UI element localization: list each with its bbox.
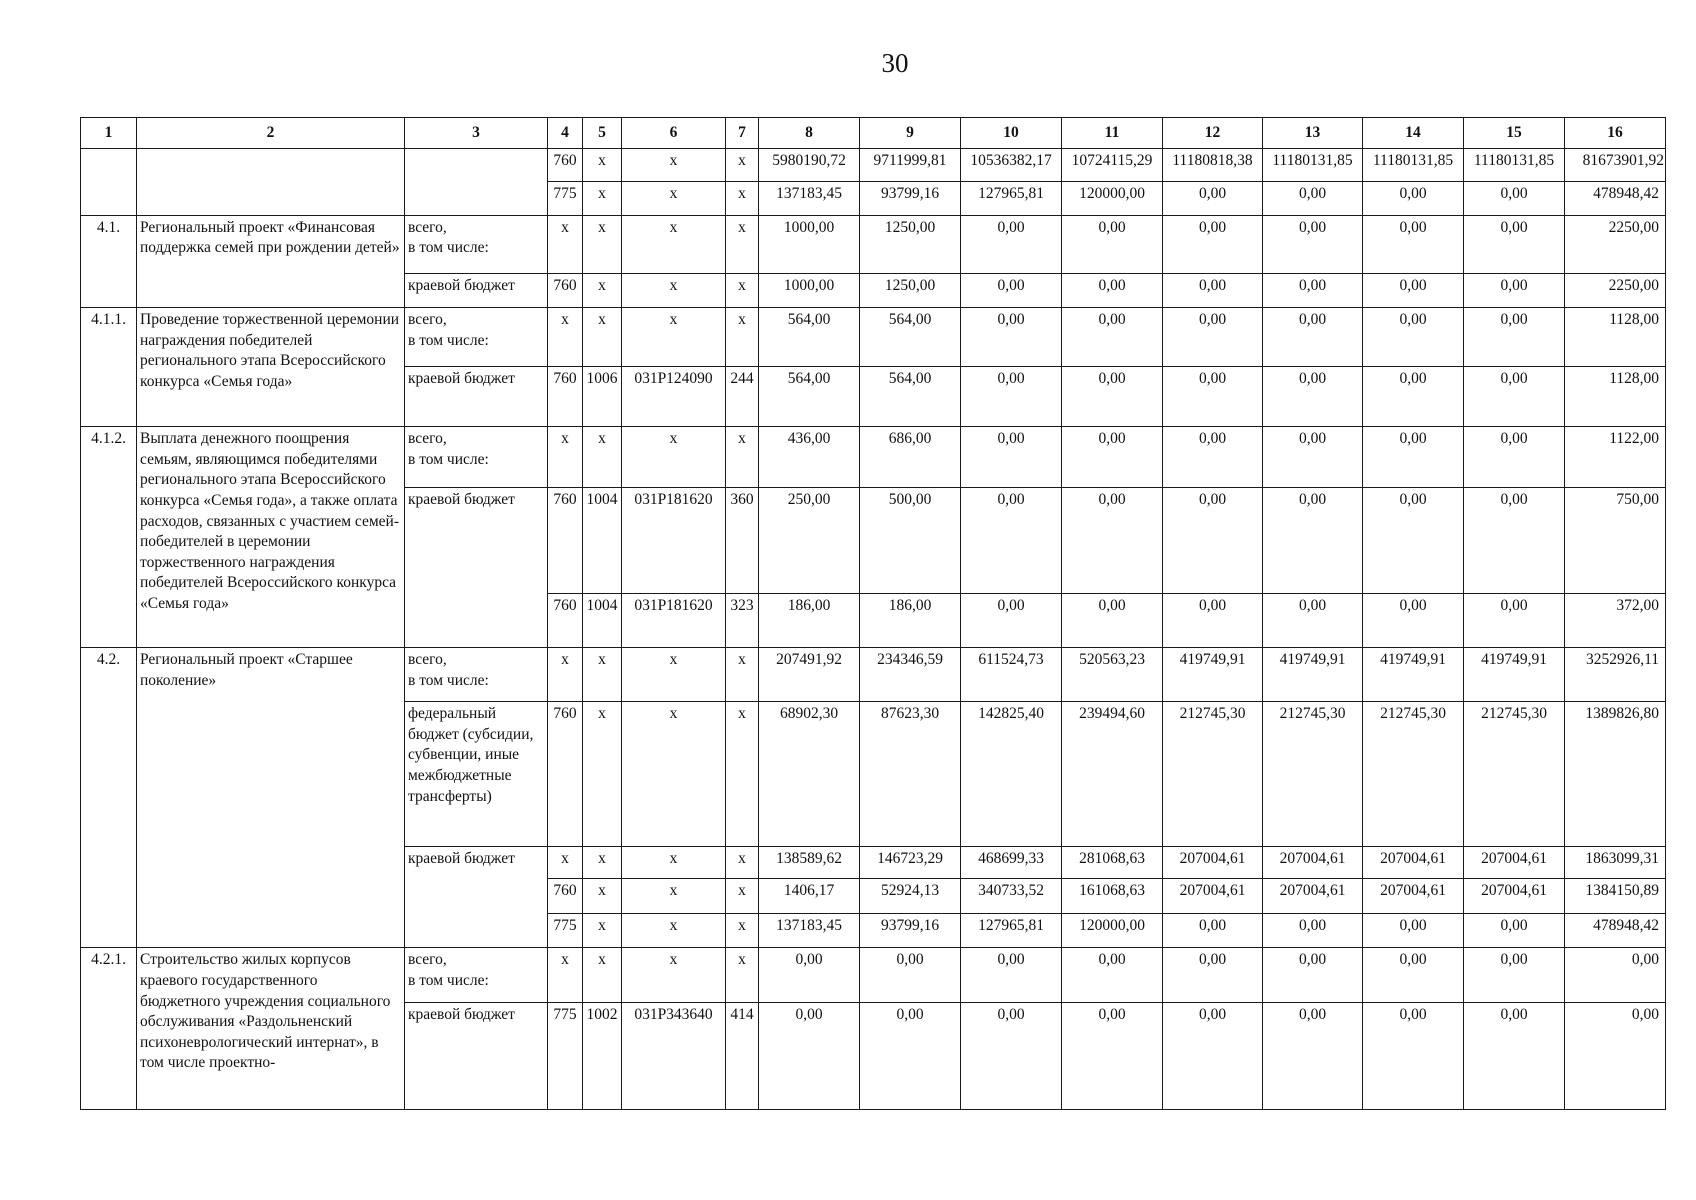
value-col15: 0,00: [1464, 308, 1565, 366]
value-col12: 11180818,38: [1163, 149, 1263, 182]
code-col5: x: [583, 948, 622, 1002]
value-col9: 9711999,81: [860, 149, 961, 182]
table-row: [81, 149, 1666, 182]
value-col12: 0,00: [1163, 308, 1263, 366]
code-col4: 760: [548, 702, 583, 846]
value-col9: 0,00: [860, 1002, 961, 1109]
code-col6: x: [622, 846, 726, 879]
code-col6: 031P181620: [622, 593, 726, 647]
value-col11: 0,00: [1062, 427, 1163, 488]
item-number: 4.1.1.: [81, 308, 137, 427]
code-col4: 760: [548, 593, 583, 647]
code-col4: x: [548, 215, 583, 273]
code-col4: 775: [548, 181, 583, 215]
value-col14: 0,00: [1363, 274, 1464, 308]
value-col11: 0,00: [1062, 1002, 1163, 1109]
value-col9: 146723,29: [860, 846, 961, 879]
value-col13: 212745,30: [1263, 702, 1363, 846]
funding-source: краевой бюджет: [405, 274, 548, 308]
value-col12: 0,00: [1163, 593, 1263, 647]
header-cell-1: 1: [81, 118, 137, 149]
value-col16: 750,00: [1565, 487, 1666, 593]
value-col11: 161068,63: [1062, 879, 1163, 914]
code-col7: 360: [726, 487, 759, 593]
value-col16: 2250,00: [1565, 274, 1666, 308]
code-col5: x: [583, 215, 622, 273]
value-col11: 281068,63: [1062, 846, 1163, 879]
value-col11: 0,00: [1062, 215, 1163, 273]
item-description: Строительство жилых корпусов краевого государственного бюджетного учреждения социального обслуживания «Раздольненский психоневрологический интернат», в том числе проектно-: [137, 948, 405, 1110]
value-col13: 0,00: [1263, 308, 1363, 366]
value-col16: 81673901,92: [1565, 149, 1666, 182]
value-col15: 11180131,85: [1464, 149, 1565, 182]
value-col16: 1384150,89: [1565, 879, 1666, 914]
code-col5: x: [583, 914, 622, 948]
code-col6: x: [622, 215, 726, 273]
value-col10: 0,00: [961, 308, 1062, 366]
value-col16: 1128,00: [1565, 308, 1666, 366]
item-description: Проведение торжественной церемонии награждения победителей регионального этапа Всероссийского конкурса «Семья года»: [137, 308, 405, 427]
code-col6: 031P124090: [622, 366, 726, 427]
value-col8: 564,00: [759, 366, 860, 427]
header-cell-11: 11: [1062, 118, 1163, 149]
value-col10: 0,00: [961, 487, 1062, 593]
code-col4: x: [548, 647, 583, 701]
value-col12: 0,00: [1163, 274, 1263, 308]
table-row: [81, 647, 1666, 701]
description-cell: [137, 149, 405, 216]
code-col7: x: [726, 308, 759, 366]
value-col14: 0,00: [1363, 215, 1464, 273]
table-row: [81, 308, 1666, 366]
code-col4: 775: [548, 1002, 583, 1109]
table-row: [81, 948, 1666, 1002]
value-col11: 0,00: [1062, 308, 1163, 366]
value-col8: 0,00: [759, 1002, 860, 1109]
value-col14: 0,00: [1363, 308, 1464, 366]
value-col12: 0,00: [1163, 948, 1263, 1002]
value-col16: 372,00: [1565, 593, 1666, 647]
value-col8: 68902,30: [759, 702, 860, 846]
funding-source: краевой бюджет: [405, 366, 548, 427]
code-col6: x: [622, 914, 726, 948]
value-col13: 207004,61: [1263, 879, 1363, 914]
value-col11: 120000,00: [1062, 181, 1163, 215]
code-col5: x: [583, 427, 622, 488]
header-row: [81, 118, 1666, 149]
value-col16: 478948,42: [1565, 914, 1666, 948]
value-col15: 0,00: [1464, 427, 1565, 488]
code-col4: x: [548, 308, 583, 366]
value-col14: 419749,91: [1363, 647, 1464, 701]
value-col10: 10536382,17: [961, 149, 1062, 182]
value-col16: 2250,00: [1565, 215, 1666, 273]
item-number: 4.1.: [81, 215, 137, 307]
value-col12: 0,00: [1163, 487, 1263, 593]
value-col10: 127965,81: [961, 181, 1062, 215]
code-col7: x: [726, 274, 759, 308]
code-col5: x: [583, 274, 622, 308]
code-col6: x: [622, 879, 726, 914]
value-col8: 138589,62: [759, 846, 860, 879]
value-col8: 564,00: [759, 308, 860, 366]
funding-source: всего, в том числе:: [405, 427, 548, 488]
value-col12: 0,00: [1163, 181, 1263, 215]
value-col14: 11180131,85: [1363, 149, 1464, 182]
value-col14: 0,00: [1363, 181, 1464, 215]
funding-source: краевой бюджет: [405, 1002, 548, 1109]
value-col12: 0,00: [1163, 215, 1263, 273]
value-col13: 0,00: [1263, 427, 1363, 488]
value-col8: 0,00: [759, 948, 860, 1002]
code-col7: x: [726, 914, 759, 948]
header-cell-9: 9: [860, 118, 961, 149]
value-col10: 611524,73: [961, 647, 1062, 701]
budget-table: [80, 117, 1666, 1110]
value-col15: 419749,91: [1464, 647, 1565, 701]
value-col16: 478948,42: [1565, 181, 1666, 215]
code-col7: 414: [726, 1002, 759, 1109]
item-description: Выплата денежного поощрения семьям, являющимся победителями регионального этапа Всероссийского конкурса «Семья года», а также оплата расходов, связанных с участием семей-победителей в церемонии торжественного награждения победителей Всероссийского конкурса «Семья года»: [137, 427, 405, 648]
value-col13: 0,00: [1263, 366, 1363, 427]
code-col6: x: [622, 149, 726, 182]
header-cell-12: 12: [1163, 118, 1263, 149]
code-col5: 1004: [583, 487, 622, 593]
value-col14: 0,00: [1363, 487, 1464, 593]
value-col15: 0,00: [1464, 948, 1565, 1002]
value-col16: 1128,00: [1565, 366, 1666, 427]
value-col8: 436,00: [759, 427, 860, 488]
value-col14: 207004,61: [1363, 846, 1464, 879]
code-col6: x: [622, 308, 726, 366]
value-col11: 10724115,29: [1062, 149, 1163, 182]
header-cell-10: 10: [961, 118, 1062, 149]
value-col14: 207004,61: [1363, 879, 1464, 914]
code-col6: x: [622, 427, 726, 488]
code-col4: 775: [548, 914, 583, 948]
value-col13: 0,00: [1263, 948, 1363, 1002]
value-col15: 0,00: [1464, 1002, 1565, 1109]
value-col12: 0,00: [1163, 427, 1263, 488]
funding-source: всего, в том числе:: [405, 647, 548, 701]
value-col13: 419749,91: [1263, 647, 1363, 701]
value-col9: 93799,16: [860, 914, 961, 948]
code-col6: 031P343640: [622, 1002, 726, 1109]
code-col7: x: [726, 647, 759, 701]
item-description: Региональный проект «Старшее поколение»: [137, 647, 405, 947]
code-col5: x: [583, 181, 622, 215]
code-col7: x: [726, 948, 759, 1002]
code-col4: x: [548, 427, 583, 488]
value-col16: 1122,00: [1565, 427, 1666, 488]
code-col4: 760: [548, 879, 583, 914]
value-col13: 0,00: [1263, 181, 1363, 215]
value-col9: 52924,13: [860, 879, 961, 914]
value-col13: 0,00: [1263, 914, 1363, 948]
code-col5: x: [583, 308, 622, 366]
table-row: [81, 215, 1666, 273]
value-col9: 234346,59: [860, 647, 961, 701]
value-col13: 0,00: [1263, 487, 1363, 593]
code-col7: x: [726, 879, 759, 914]
funding-source: федеральный бюджет (субсидии, субвенции, иные межбюджетные трансферты): [405, 702, 548, 846]
value-col9: 686,00: [860, 427, 961, 488]
value-col15: 0,00: [1464, 274, 1565, 308]
value-col13: 11180131,85: [1263, 149, 1363, 182]
value-col14: 0,00: [1363, 948, 1464, 1002]
code-col4: 760: [548, 274, 583, 308]
value-col11: 239494,60: [1062, 702, 1163, 846]
code-col7: x: [726, 427, 759, 488]
value-col9: 1250,00: [860, 274, 961, 308]
value-col16: 0,00: [1565, 948, 1666, 1002]
value-col14: 0,00: [1363, 427, 1464, 488]
value-col8: 186,00: [759, 593, 860, 647]
item-number: 4.2.1.: [81, 948, 137, 1110]
value-col14: 0,00: [1363, 1002, 1464, 1109]
header-cell-3: 3: [405, 118, 548, 149]
header-cell-2: 2: [137, 118, 405, 149]
value-col8: 137183,45: [759, 181, 860, 215]
header-cell-14: 14: [1363, 118, 1464, 149]
value-col10: 142825,40: [961, 702, 1062, 846]
item-number-cell: [81, 149, 137, 216]
value-col10: 340733,52: [961, 879, 1062, 914]
value-col14: 0,00: [1363, 366, 1464, 427]
source-cell: [405, 149, 548, 216]
code-col6: x: [622, 647, 726, 701]
code-col5: x: [583, 149, 622, 182]
value-col8: 1406,17: [759, 879, 860, 914]
value-col13: 0,00: [1263, 215, 1363, 273]
code-col7: x: [726, 215, 759, 273]
value-col10: 0,00: [961, 215, 1062, 273]
header-cell-8: 8: [759, 118, 860, 149]
code-col6: x: [622, 948, 726, 1002]
code-col7: 244: [726, 366, 759, 427]
funding-source: краевой бюджет: [405, 846, 548, 948]
code-col6: x: [622, 181, 726, 215]
header-cell-6: 6: [622, 118, 726, 149]
table-row: [81, 427, 1666, 488]
value-col8: 1000,00: [759, 215, 860, 273]
header-cell-5: 5: [583, 118, 622, 149]
code-col7: x: [726, 702, 759, 846]
value-col15: 207004,61: [1464, 879, 1565, 914]
code-col5: 1002: [583, 1002, 622, 1109]
value-col11: 0,00: [1062, 948, 1163, 1002]
funding-source: всего, в том числе:: [405, 948, 548, 1002]
value-col15: 0,00: [1464, 487, 1565, 593]
code-col4: 760: [548, 366, 583, 427]
value-col10: 0,00: [961, 1002, 1062, 1109]
code-col6: x: [622, 702, 726, 846]
funding-source: краевой бюджет: [405, 487, 548, 647]
code-col4: 760: [548, 149, 583, 182]
item-description: Региональный проект «Финансовая поддержка семей при рождении детей»: [137, 215, 405, 307]
value-col13: 0,00: [1263, 1002, 1363, 1109]
value-col9: 564,00: [860, 308, 961, 366]
page-number: 30: [881, 48, 909, 78]
code-col5: x: [583, 702, 622, 846]
header-cell-15: 15: [1464, 118, 1565, 149]
value-col14: 212745,30: [1363, 702, 1464, 846]
value-col9: 1250,00: [860, 215, 961, 273]
value-col15: 0,00: [1464, 914, 1565, 948]
value-col14: 0,00: [1363, 593, 1464, 647]
code-col7: x: [726, 846, 759, 879]
value-col13: 0,00: [1263, 593, 1363, 647]
value-col9: 186,00: [860, 593, 961, 647]
value-col12: 207004,61: [1163, 846, 1263, 879]
header-cell-4: 4: [548, 118, 583, 149]
funding-source: всего, в том числе:: [405, 308, 548, 366]
code-col5: x: [583, 879, 622, 914]
value-col16: 1863099,31: [1565, 846, 1666, 879]
value-col12: 419749,91: [1163, 647, 1263, 701]
header-cell-16: 16: [1565, 118, 1666, 149]
value-col12: 207004,61: [1163, 879, 1263, 914]
code-col5: 1004: [583, 593, 622, 647]
value-col15: 0,00: [1464, 215, 1565, 273]
value-col13: 0,00: [1263, 274, 1363, 308]
value-col10: 0,00: [961, 593, 1062, 647]
value-col9: 87623,30: [860, 702, 961, 846]
code-col7: x: [726, 181, 759, 215]
item-number: 4.2.: [81, 647, 137, 947]
code-col7: 323: [726, 593, 759, 647]
value-col11: 0,00: [1062, 593, 1163, 647]
value-col15: 207004,61: [1464, 846, 1565, 879]
code-col6: 031P181620: [622, 487, 726, 593]
value-col10: 0,00: [961, 948, 1062, 1002]
header-cell-13: 13: [1263, 118, 1363, 149]
value-col15: 0,00: [1464, 366, 1565, 427]
value-col8: 137183,45: [759, 914, 860, 948]
code-col5: 1006: [583, 366, 622, 427]
value-col15: 212745,30: [1464, 702, 1565, 846]
value-col12: 0,00: [1163, 914, 1263, 948]
code-col5: x: [583, 846, 622, 879]
value-col14: 0,00: [1363, 914, 1464, 948]
value-col15: 0,00: [1464, 593, 1565, 647]
value-col8: 1000,00: [759, 274, 860, 308]
value-col12: 212745,30: [1163, 702, 1263, 846]
code-col4: x: [548, 846, 583, 879]
code-col7: x: [726, 149, 759, 182]
value-col16: 1389826,80: [1565, 702, 1666, 846]
value-col10: 468699,33: [961, 846, 1062, 879]
code-col4: 760: [548, 487, 583, 593]
table-body: [81, 149, 1666, 1110]
value-col16: 0,00: [1565, 1002, 1666, 1109]
value-col10: 0,00: [961, 274, 1062, 308]
value-col16: 3252926,11: [1565, 647, 1666, 701]
value-col11: 0,00: [1062, 487, 1163, 593]
value-col13: 207004,61: [1263, 846, 1363, 879]
value-col10: 0,00: [961, 366, 1062, 427]
value-col12: 0,00: [1163, 366, 1263, 427]
value-col9: 0,00: [860, 948, 961, 1002]
value-col12: 0,00: [1163, 1002, 1263, 1109]
funding-source: всего, в том числе:: [405, 215, 548, 273]
value-col10: 0,00: [961, 427, 1062, 488]
code-col6: x: [622, 274, 726, 308]
code-col5: x: [583, 647, 622, 701]
header-cell-7: 7: [726, 118, 759, 149]
value-col9: 564,00: [860, 366, 961, 427]
value-col8: 207491,92: [759, 647, 860, 701]
value-col9: 93799,16: [860, 181, 961, 215]
value-col10: 127965,81: [961, 914, 1062, 948]
value-col9: 500,00: [860, 487, 961, 593]
value-col8: 250,00: [759, 487, 860, 593]
code-col4: x: [548, 948, 583, 1002]
value-col11: 120000,00: [1062, 914, 1163, 948]
value-col11: 0,00: [1062, 366, 1163, 427]
value-col11: 520563,23: [1062, 647, 1163, 701]
item-number: 4.1.2.: [81, 427, 137, 648]
value-col8: 5980190,72: [759, 149, 860, 182]
value-col15: 0,00: [1464, 181, 1565, 215]
value-col11: 0,00: [1062, 274, 1163, 308]
